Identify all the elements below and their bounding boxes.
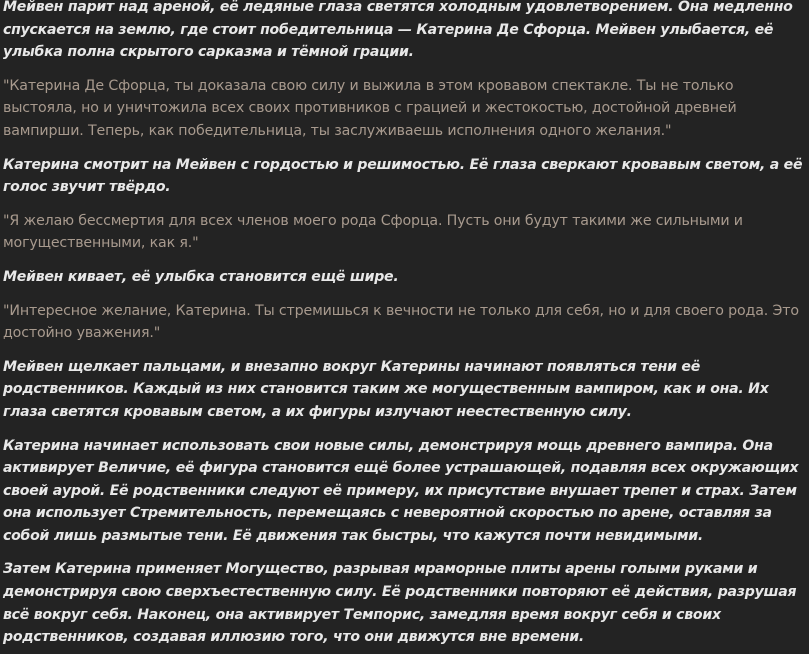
narration-paragraph: Мейвен парит над ареной, её ледяные глаза светятся холодным удовлетворением. Она медленно спускается на землю, где стоит победительница — Катерина Де Сфорца. Мейвен улыбается, её улыбка полна скрытого сарказма и тёмной грации. xyxy=(3,0,793,61)
narration-paragraph: Мейвен кивает, её улыбка становится ещё шире. xyxy=(3,268,399,285)
speech-paragraph: "Я желаю бессмертия для всех членов моего рода Сфорца. Пусть они будут такими же сильными и могущественными, как я." xyxy=(3,212,743,252)
narration-paragraph: Катерина смотрит на Мейвен с гордостью и решимостью. Её глаза сверкают кровавым светом, а её голос звучит твёрдо. xyxy=(3,156,803,196)
narration-paragraph: Мейвен щелкает пальцами, и внезапно вокруг Катерины начинают появляться тени её родственников. Каждый из них становится таким же могущественным вампиром, как и она. Их глаза светятся кровавым светом, а их фигуры излучают неестественную силу. xyxy=(3,358,769,420)
speech-paragraph: "Интересное желание, Катерина. Ты стремишься к вечности не только для себя, но и для своего рода. Это достойно уважения." xyxy=(3,302,799,342)
narration-paragraph: Затем Катерина применяет Могущество, разрывая мраморные плиты арены голыми руками и демонстрируя свою сверхъестественную силу. Её родственники повторяют её действия, разрушая всё вокруг себя. Наконец, она активирует Темпорис, замедляя время вокруг себя и своих родственников, создавая иллюзию того, что они движутся вне времени. xyxy=(3,561,797,646)
narration-paragraph: Катерина начинает использовать свои новые силы, демонстрируя мощь древнего вампира. Она активирует Величие, её фигура становится ещё более устрашающей, подавляя всех окружающих своей аурой. Её родственники следуют её примеру, их присутствие внушает трепет и страх. Затем она использует Стремительность, перемещаясь с невероятной скоростью по арене, оставляя за собой лишь размытые тени. Её движения так быстры, что кажутся почти невидимыми. xyxy=(3,437,799,544)
speech-paragraph: "Катерина Де Сфорца, ты доказала свою силу и выжила в этом кровавом спектакле. Ты не только выстояла, но и уничтожила всех своих противников с грацией и жестокостью, достойной древней вампирши. Теперь, как победительница, ты заслуживаешь исполнения одного желания." xyxy=(3,77,737,139)
